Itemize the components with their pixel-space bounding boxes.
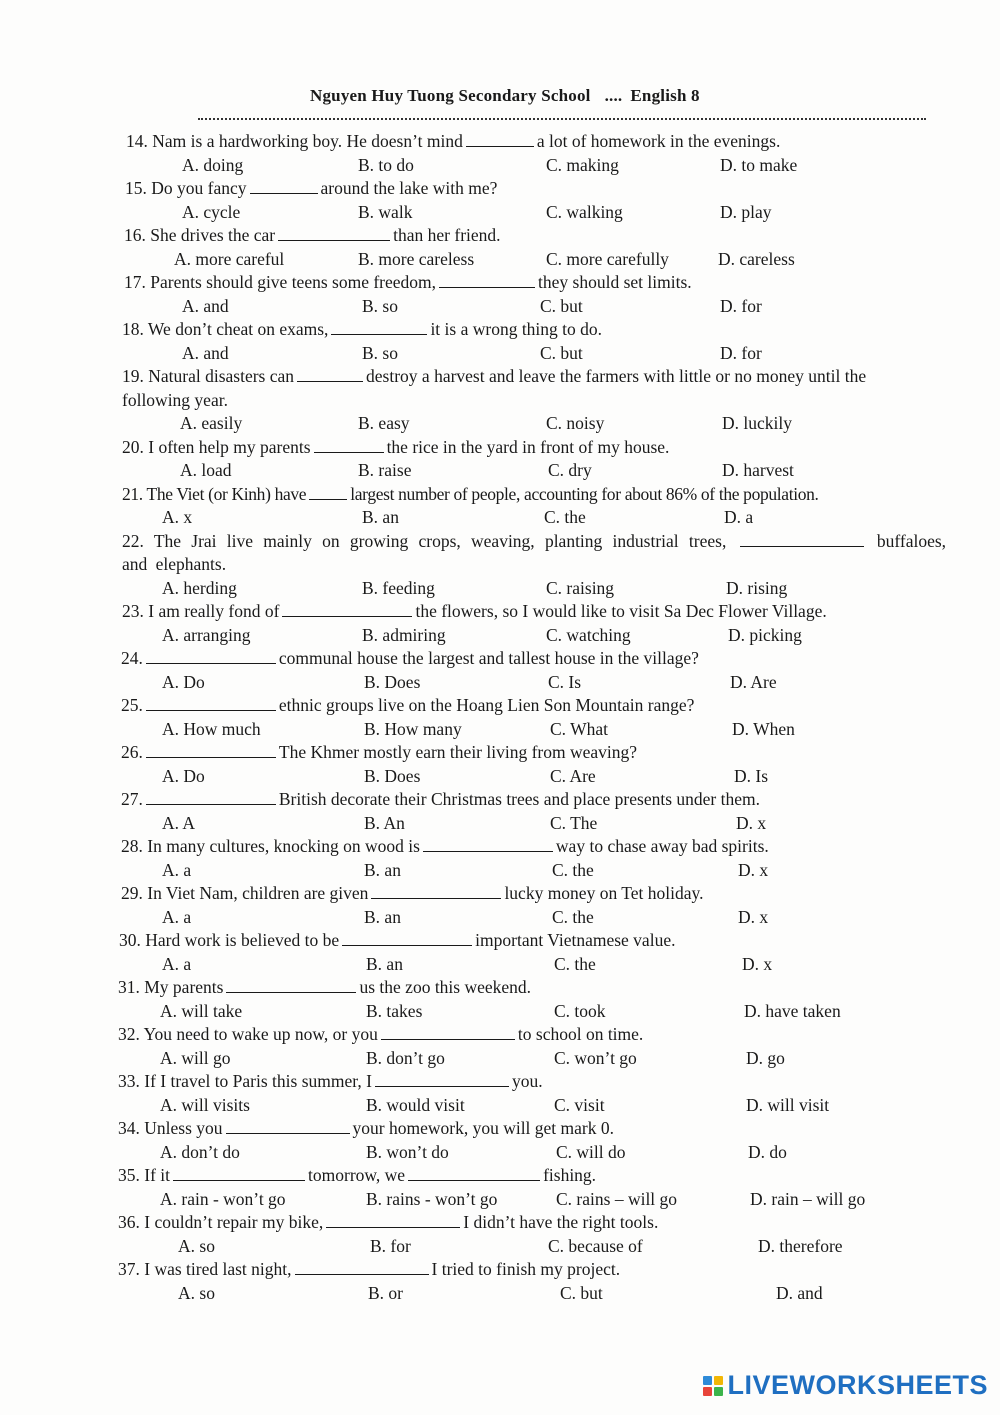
question-stem: 33. If I travel to Paris this summer, I you. [118, 1071, 543, 1091]
option-d[interactable]: D. to make [720, 154, 798, 175]
question-20 [118, 436, 950, 483]
answer-blank[interactable] [331, 319, 427, 335]
answer-blank[interactable] [309, 484, 347, 500]
question-stem: 24. communal house the largest and tallest house in the village? [121, 648, 699, 668]
answer-options [118, 342, 950, 366]
question-31 [118, 976, 950, 1023]
option-c[interactable]: C. making [546, 154, 619, 175]
option-d[interactable]: D. go [746, 1047, 785, 1068]
question-15 [118, 177, 950, 224]
question-34 [118, 1117, 950, 1164]
question-stem: 28. In many cultures, knocking on wood is way to chase away bad spirits. [121, 836, 769, 856]
option-c[interactable]: C. visit [554, 1094, 605, 1115]
option-c[interactable]: C. walking [546, 201, 623, 222]
option-a[interactable]: A. doing [182, 154, 244, 175]
question-stem: 27. British decorate their Christmas trees and place presents under them. [121, 789, 760, 809]
answer-options [118, 718, 950, 742]
answer-options [118, 295, 950, 319]
option-a[interactable]: A. herding [162, 577, 237, 598]
option-d[interactable]: D. Is [734, 765, 769, 786]
answer-options [118, 1094, 950, 1118]
question-30 [118, 929, 950, 976]
question-stem: 17. Parents should give teens some freedom, they should set limits. [124, 272, 692, 292]
answer-blank[interactable] [314, 437, 384, 453]
answer-options [118, 154, 950, 178]
question-stem: 25. ethnic groups live on the Hoang Lien Son Mountain range? [121, 695, 695, 715]
header-separator: .... [604, 86, 623, 105]
answer-blank[interactable] [146, 742, 276, 758]
question-stem: 22. The Jrai live mainly on growing crops, weaving, planting industrial trees, buffaloes, and elephants. [122, 530, 947, 574]
option-a[interactable]: A. Do [162, 765, 205, 786]
option-c[interactable]: C. the [552, 906, 594, 927]
option-d[interactable]: D. harvest [722, 460, 794, 480]
option-d[interactable]: D. therefore [758, 1235, 843, 1256]
answer-options [118, 459, 950, 483]
answer-blank[interactable] [381, 1024, 515, 1040]
option-a[interactable]: A. a [162, 906, 192, 927]
option-d[interactable]: D. rain – will go [750, 1188, 866, 1209]
question-37 [118, 1258, 950, 1305]
answer-options [118, 248, 950, 272]
option-b[interactable]: B. feeding [362, 577, 435, 598]
option-c[interactable]: C. noisy [546, 413, 605, 433]
answer-blank[interactable] [146, 695, 276, 711]
answer-blank[interactable] [226, 977, 356, 993]
option-b[interactable]: B. so [362, 295, 398, 316]
option-d[interactable]: D. picking [728, 624, 802, 645]
option-a[interactable]: A. a [162, 859, 192, 880]
option-b[interactable]: B. an [364, 859, 401, 880]
question-stem: 26. The Khmer mostly earn their living from weaving? [121, 742, 638, 762]
answer-options [118, 201, 950, 225]
option-a[interactable]: A. cycle [182, 201, 241, 222]
question-19 [118, 365, 950, 436]
question-stem: 16. She drives the car than her friend. [124, 225, 501, 245]
option-b[interactable]: B. or [368, 1282, 403, 1303]
answer-blank[interactable] [173, 1165, 305, 1181]
question-stem: 15. Do you fancy around the lake with me? [125, 178, 498, 198]
option-c[interactable]: C. the [554, 953, 596, 974]
question-stem: 19. Natural disasters can destroy a harvest and leave the farmers with little or no money until the following year. [122, 366, 867, 410]
question-stem: 34. Unless you your homework, you will get mark 0. [118, 1118, 614, 1138]
answer-blank-2[interactable] [408, 1165, 540, 1181]
option-d[interactable]: D. play [720, 201, 772, 222]
question-stem: 30. Hard work is believed to be important Vietnamese value. [119, 930, 676, 950]
answer-options [118, 506, 950, 530]
liveworksheets-logo[interactable] [703, 1370, 988, 1401]
option-b[interactable]: B. more careless [358, 248, 475, 269]
answer-blank[interactable] [282, 601, 412, 617]
question-stem: 21. The Viet (or Kinh) have largest number of people, accounting for about 86% of the population. [122, 483, 819, 504]
option-c[interactable]: C. dry [548, 460, 592, 480]
option-b[interactable]: B. takes [366, 1000, 423, 1021]
answer-options [118, 577, 950, 601]
answer-options [118, 412, 950, 436]
option-a[interactable]: A. arranging [162, 624, 251, 645]
option-b[interactable]: B. admiring [362, 624, 446, 645]
option-c[interactable]: C. more carefully [546, 248, 669, 269]
option-b[interactable]: B. easy [358, 413, 410, 433]
answer-blank[interactable] [295, 1259, 429, 1275]
option-a[interactable]: A. load [180, 460, 232, 480]
option-d[interactable]: D. When [732, 718, 795, 739]
question-26 [118, 741, 950, 788]
option-a[interactable]: A. easily [180, 413, 243, 433]
subject-name: English 8 [630, 86, 700, 105]
question-21 [118, 483, 950, 530]
question-27 [118, 788, 950, 835]
answer-options [118, 1000, 950, 1024]
option-c[interactable]: C. The [550, 812, 598, 833]
option-a[interactable]: A. x [162, 507, 193, 527]
answer-blank[interactable] [466, 131, 534, 147]
answer-options [118, 765, 950, 789]
answer-blank[interactable] [146, 789, 276, 805]
option-a[interactable]: A. How much [162, 718, 261, 739]
option-a[interactable]: A. will visits [160, 1094, 250, 1115]
option-c[interactable]: C. will do [556, 1141, 626, 1162]
answer-blank[interactable] [342, 930, 472, 946]
option-c[interactable]: C. watching [546, 624, 631, 645]
answer-blank[interactable] [278, 225, 390, 241]
question-stem: 31. My parents us the zoo this weekend. [118, 977, 532, 997]
option-c[interactable]: C. the [552, 859, 594, 880]
option-c[interactable]: C. but [540, 342, 583, 363]
answer-options [118, 1047, 950, 1071]
option-d[interactable]: D. x [742, 953, 773, 974]
option-c[interactable]: C. raising [546, 577, 615, 598]
answer-options [118, 1235, 950, 1259]
option-c[interactable]: C. Is [548, 671, 582, 692]
option-b[interactable]: B. so [362, 342, 398, 363]
answer-blank[interactable] [740, 531, 864, 547]
question-29 [118, 882, 950, 929]
option-a[interactable]: A. so [178, 1235, 215, 1256]
answer-blank[interactable] [375, 1071, 509, 1087]
option-d[interactable]: D. x [736, 812, 767, 833]
answer-options [118, 1188, 950, 1212]
question-24 [118, 647, 950, 694]
option-c[interactable]: C. What [550, 718, 609, 739]
option-b[interactable]: B. rains - won’t go [366, 1188, 498, 1209]
question-stem: 20. I often help my parents the rice in the yard in front of my house. [122, 436, 670, 457]
answer-options [118, 1141, 950, 1165]
answer-options [118, 671, 950, 695]
option-b[interactable]: B. an [364, 906, 401, 927]
answer-blank[interactable] [146, 648, 276, 664]
option-d[interactable]: D. luckily [722, 413, 792, 433]
question-stem: 35. If it tomorrow, we fishing. [118, 1165, 597, 1185]
option-a[interactable]: A. don’t do [160, 1141, 240, 1162]
option-b[interactable]: B. Does [364, 765, 421, 786]
answer-options [118, 953, 950, 977]
option-d[interactable]: D. for [720, 295, 762, 316]
option-d[interactable]: D. Are [730, 671, 777, 692]
option-c[interactable]: C. but [560, 1282, 603, 1303]
question-18 [118, 318, 950, 365]
question-22 [118, 530, 950, 601]
answer-options [118, 624, 950, 648]
option-b[interactable]: B. Does [364, 671, 421, 692]
option-d[interactable]: D. have taken [744, 1000, 841, 1021]
question-14 [118, 130, 950, 177]
option-c[interactable]: C. Are [550, 765, 596, 786]
option-a[interactable]: A. and [182, 295, 229, 316]
question-list [118, 130, 950, 1305]
question-16 [118, 224, 950, 271]
question-stem: 29. In Viet Nam, children are given lucky money on Tet holiday. [121, 883, 704, 903]
question-28 [118, 835, 950, 882]
answer-blank[interactable] [250, 178, 318, 194]
option-d[interactable]: D. and [776, 1282, 823, 1303]
question-stem: 32. You need to wake up now, or you to school on time. [118, 1024, 644, 1044]
option-a[interactable]: A. so [178, 1282, 215, 1303]
option-c[interactable]: C. took [554, 1000, 606, 1021]
question-stem: 14. Nam is a hardworking boy. He doesn’t mind a lot of homework in the evenings. [126, 131, 781, 151]
option-b[interactable]: B. How many [364, 718, 462, 739]
option-d[interactable]: D. will visit [746, 1094, 830, 1115]
question-25 [118, 694, 950, 741]
school-name: Nguyen Huy Tuong Secondary School [310, 86, 591, 105]
page-header [310, 86, 700, 106]
option-c[interactable]: C. but [540, 295, 583, 316]
option-a[interactable]: A. and [182, 342, 229, 363]
header-divider [198, 118, 926, 120]
answer-blank[interactable] [226, 1118, 350, 1134]
option-d[interactable]: D. x [738, 906, 769, 927]
question-17 [118, 271, 950, 318]
question-23 [118, 600, 950, 647]
option-b[interactable]: B. walk [358, 201, 413, 222]
option-b[interactable]: B. an [362, 507, 399, 527]
question-32 [118, 1023, 950, 1070]
answer-blank[interactable] [439, 272, 535, 288]
option-d[interactable]: D. x [738, 859, 769, 880]
option-a[interactable]: A. will take [160, 1000, 243, 1021]
option-d[interactable]: D. do [748, 1141, 787, 1162]
option-c[interactable]: C. won’t go [554, 1047, 637, 1068]
question-36 [118, 1211, 950, 1258]
answer-options [118, 859, 950, 883]
liveworksheets-logo-icon [703, 1376, 723, 1396]
option-a[interactable]: A. a [162, 953, 192, 974]
option-a[interactable]: A. will go [160, 1047, 231, 1068]
question-33 [118, 1070, 950, 1117]
option-b[interactable]: B. don’t go [366, 1047, 445, 1068]
question-35 [118, 1164, 950, 1211]
option-b[interactable]: B. to do [358, 154, 414, 175]
option-a[interactable]: A. rain - won’t go [160, 1188, 286, 1209]
option-b[interactable]: B. won’t do [366, 1141, 449, 1162]
option-d[interactable]: D. rising [726, 577, 788, 598]
option-a[interactable]: A. Do [162, 671, 205, 692]
option-d[interactable]: D. careless [718, 248, 795, 269]
option-d[interactable]: D. a [724, 507, 754, 527]
option-c[interactable]: C. the [544, 507, 586, 527]
answer-blank[interactable] [297, 366, 363, 382]
option-b[interactable]: B. An [364, 812, 405, 833]
option-b[interactable]: B. would visit [366, 1094, 465, 1115]
option-a[interactable]: A. more careful [174, 248, 285, 269]
question-stem: 18. We don’t cheat on exams, it is a wrong thing to do. [122, 319, 603, 339]
option-c[interactable]: C. rains – will go [556, 1188, 678, 1209]
option-a[interactable]: A. A [162, 812, 196, 833]
option-b[interactable]: B. for [370, 1235, 411, 1256]
answer-blank[interactable] [423, 836, 553, 852]
option-b[interactable]: B. raise [358, 460, 412, 480]
option-b[interactable]: B. an [366, 953, 403, 974]
option-c[interactable]: C. because of [548, 1235, 643, 1256]
logo-text: LIVEWORKSHEETS [727, 1370, 988, 1400]
question-stem: 23. I am really fond of the flowers, so I would like to visit Sa Dec Flower Village. [122, 601, 827, 621]
answer-options [118, 1282, 950, 1306]
option-d[interactable]: D. for [720, 342, 762, 363]
answer-blank[interactable] [371, 883, 501, 899]
answer-options [118, 812, 950, 836]
answer-options [118, 906, 950, 930]
question-stem: 37. I was tired last night, I tried to finish my project. [118, 1259, 621, 1279]
answer-blank[interactable] [326, 1212, 460, 1228]
question-stem: 36. I couldn’t repair my bike, I didn’t have the right tools. [118, 1212, 659, 1232]
